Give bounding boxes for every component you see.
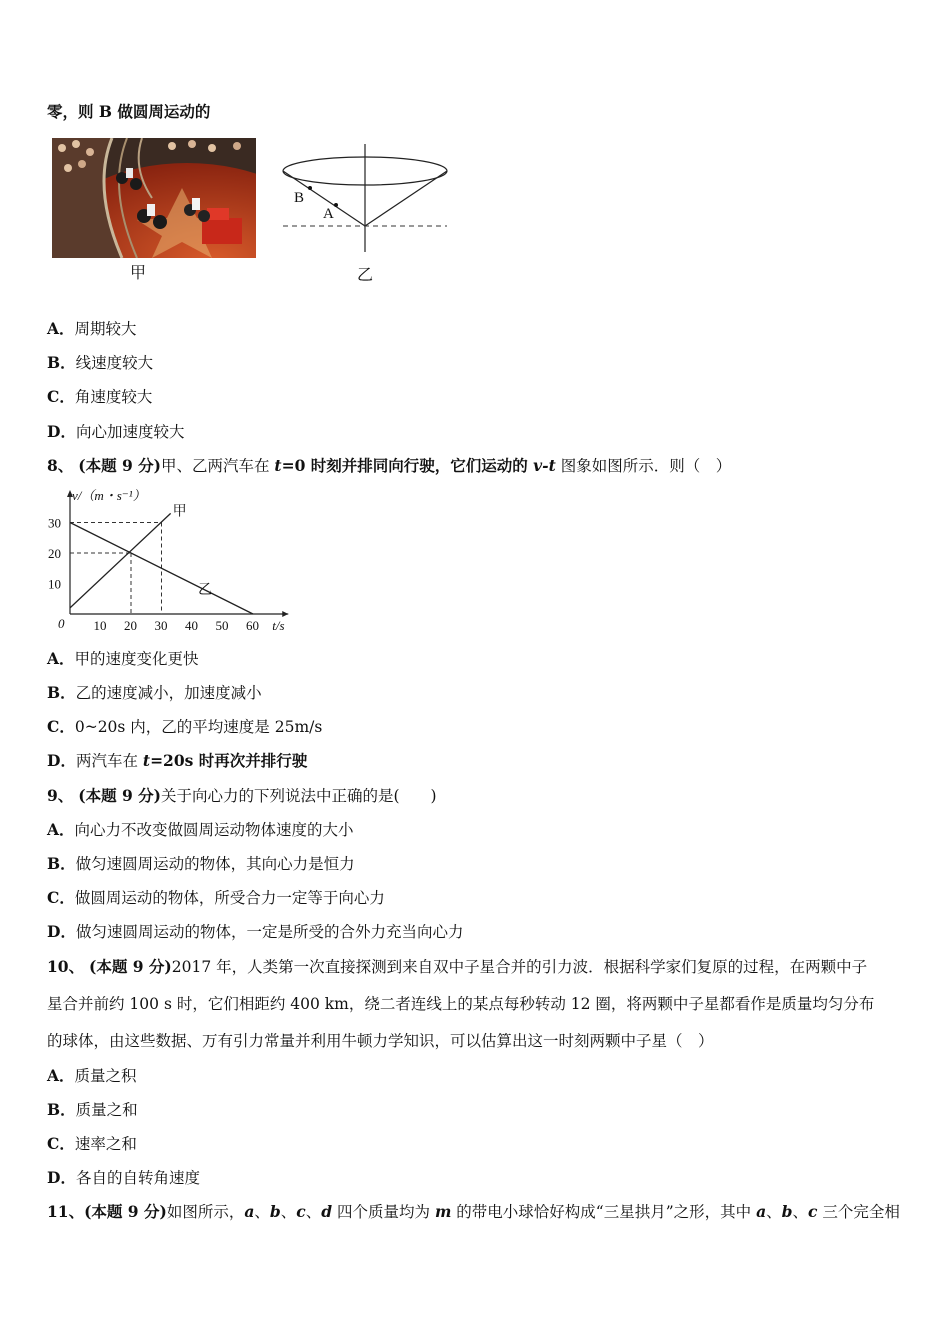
series-label-yi: 乙 xyxy=(198,583,213,599)
q9-option-a: A．向心力不改变做圆周运动物体速度的大小 xyxy=(47,820,354,839)
q9-stem: 9、 (本题 9 分)关于向心力的下列说法中正确的是( ) xyxy=(47,786,437,805)
label-a: A xyxy=(323,206,334,222)
q8-option-c: C．0~20s 内，乙的平均速度是 25m/s xyxy=(47,717,323,736)
cone-right-edge xyxy=(365,171,447,226)
vt-graph xyxy=(40,482,300,646)
q10-option-a: A．质量之积 xyxy=(47,1066,137,1085)
series-line-jia xyxy=(70,513,171,608)
q10-stem-line-3: 的球体，由这些数据、万有引力常量并利用牛顿力学知识，可以估算出这一时刻两颗中子星（ ） xyxy=(47,1032,714,1050)
q10-stem-line-2: 星合并前约 100 s 时，它们相距约 400 km，绕二者连线上的某点每秒转动 12 圈，将两颗中子星都看作是质量均匀分布 xyxy=(47,995,875,1013)
q10-option-d: D．各自的自转角速度 xyxy=(47,1168,200,1187)
question-continuation: 零，则 B 做圆周运动的 xyxy=(47,102,211,121)
ball-b xyxy=(308,186,312,190)
q10-stem-line-1: 10、 (本题 9 分)2017 年，人类第一次直接探测到来自双中子星合并的引力波．根据科学家们复原的过程，在两颗中子 xyxy=(47,957,868,976)
x-tick-label: 30 xyxy=(154,618,168,633)
q10-option-b: B．质量之和 xyxy=(47,1100,138,1119)
q8-option-a: A．甲的速度变化更快 xyxy=(47,649,199,668)
q9-option-b: B．做匀速圆周运动的物体，其向心力是恒力 xyxy=(47,854,355,873)
label-b: B xyxy=(294,190,305,206)
q9-option-d: D．做匀速圆周运动的物体，一定是所受的合外力充当向心力 xyxy=(47,922,464,941)
q11-stem: 11、(本题 9 分)如图所示，a、b、c、d 四个质量均为 m 的带电小球恰好构成“三星拱月”之形，其中 a、b、c 三个完全相 xyxy=(47,1202,900,1221)
ball-a xyxy=(334,203,338,207)
series-label-jia: 甲 xyxy=(172,504,187,520)
y-tick-label: 30 xyxy=(48,515,61,531)
x-tick-label: 50 xyxy=(215,618,229,633)
q8-stem: 8、 (本题 9 分)甲、乙两汽车在 t=0 时刻并排同向行驶，它们运动的 v-t 图象如图所示．则（ ） xyxy=(47,456,732,475)
x-tick-label: 40 xyxy=(185,618,198,633)
q10-option-c: C．速率之和 xyxy=(47,1134,137,1153)
motorcycle-photo xyxy=(52,138,256,258)
x-tick-label: 20 xyxy=(124,618,137,633)
q8-option-b: B．乙的速度减小，加速度减小 xyxy=(47,683,262,702)
origin-label: 0 xyxy=(58,616,65,631)
y-axis-label: v/（m・s⁻¹） xyxy=(72,488,146,503)
q9-option-c: C．做圆周运动的物体，所受合力一定等于向心力 xyxy=(47,888,385,907)
q7-option-c: C．角速度较大 xyxy=(47,387,153,406)
q7-option-a: A．周期较大 xyxy=(47,319,137,338)
figure-jia-caption: 甲 xyxy=(130,263,147,282)
x-tick-label: 10 xyxy=(93,618,107,633)
y-tick-label: 10 xyxy=(48,576,61,592)
y-tick-label: 20 xyxy=(48,546,61,561)
q8-option-d: D．两汽车在 t=20s 时再次并排行驶 xyxy=(47,751,308,770)
x-tick-label: 60 xyxy=(246,618,259,633)
x-axis-arrow xyxy=(282,611,288,617)
q7-option-d: D．向心加速度较大 xyxy=(47,422,185,441)
figure-yi-caption: 乙 xyxy=(357,265,374,284)
x-axis-label: t/s xyxy=(272,618,285,633)
q7-option-b: B．线速度较大 xyxy=(47,353,154,372)
